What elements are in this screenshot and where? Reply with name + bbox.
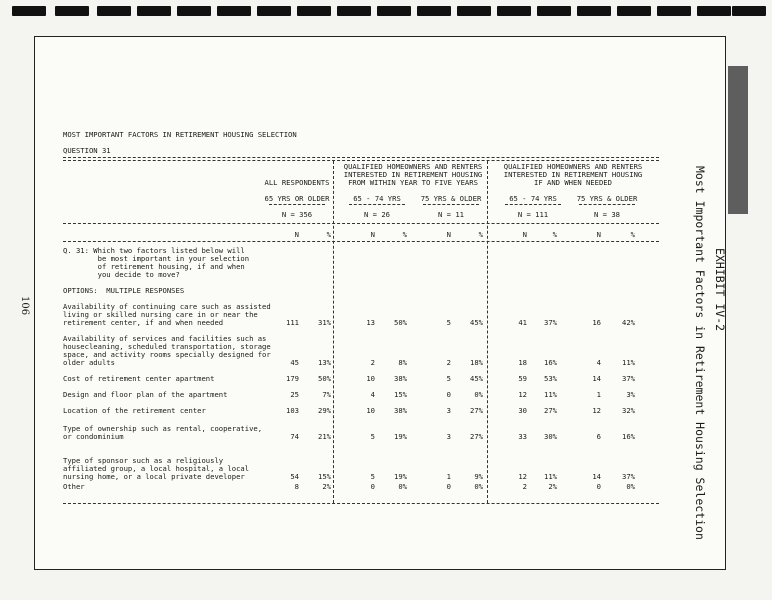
group1-heading-2: INTERESTED IN RETIREMENT HOUSING <box>343 170 483 179</box>
row-label: Cost of retirement center apartment <box>63 374 215 383</box>
row-label: affiliated group, a local hospital, a local <box>63 464 250 473</box>
n-all: N = 356 <box>281 210 313 219</box>
cell-count: 10 <box>366 374 375 383</box>
perforation-hole <box>12 6 46 16</box>
percent-column-header: % <box>478 230 483 239</box>
cell-count: 3 <box>446 432 451 441</box>
cell-count: 45 <box>290 358 299 367</box>
n-column-header: N <box>294 230 299 239</box>
group2-heading-2: INTERESTED IN RETIREMENT HOUSING <box>503 170 643 179</box>
options-label: OPTIONS: MULTIPLE RESPONSES <box>63 286 185 295</box>
cell-percent: 9% <box>474 472 483 481</box>
perforation-hole <box>55 6 89 16</box>
cell-count: 179 <box>286 374 299 383</box>
row-label: nursing home, or a local private developer <box>63 472 245 481</box>
cell-percent: 38% <box>394 374 407 383</box>
perforation-hole <box>617 6 651 16</box>
cell-count: 0 <box>446 390 451 399</box>
cell-percent: 27% <box>470 406 483 415</box>
cell-count: 59 <box>518 374 527 383</box>
row-label: or condominium <box>63 432 124 441</box>
cell-percent: 13% <box>318 358 331 367</box>
cell-count: 5 <box>370 472 375 481</box>
cell-percent: 3% <box>626 390 635 399</box>
cell-percent: 27% <box>470 432 483 441</box>
perforation-hole <box>732 6 766 16</box>
row-label: retirement center, if and when needed <box>63 318 224 327</box>
cell-percent: 15% <box>394 390 407 399</box>
perforation-hole <box>257 6 291 16</box>
cell-percent: 32% <box>622 406 635 415</box>
cell-count: 3 <box>446 406 451 415</box>
cell-count: 5 <box>446 318 451 327</box>
question-text-2: be most important in your selection <box>63 254 250 263</box>
question-label: QUESTION 31 <box>63 146 111 155</box>
n-g2-b: N = 38 <box>594 210 620 219</box>
cell-count: 12 <box>592 406 601 415</box>
cell-percent: 37% <box>544 318 557 327</box>
cell-count: 5 <box>446 374 451 383</box>
cell-count: 74 <box>290 432 299 441</box>
cell-count: 111 <box>286 318 299 327</box>
cell-percent: 27% <box>544 406 557 415</box>
cell-count: 4 <box>596 358 601 367</box>
cell-count: 13 <box>366 318 375 327</box>
cell-count: 33 <box>518 432 527 441</box>
cell-percent: 53% <box>544 374 557 383</box>
perforation-hole <box>97 6 131 16</box>
percent-column-header: % <box>552 230 557 239</box>
header-rule <box>63 157 659 161</box>
cell-percent: 18% <box>470 358 483 367</box>
n-g1-a: N = 26 <box>364 210 390 219</box>
row-label: Location of the retirement center <box>63 406 206 415</box>
row-label: Availability of continuing care such as assisted <box>63 302 271 311</box>
cell-count: 25 <box>290 390 299 399</box>
perforation-hole <box>457 6 491 16</box>
cell-percent: 45% <box>470 374 483 383</box>
percent-column-header: % <box>326 230 331 239</box>
n-column-header: N <box>522 230 527 239</box>
cell-percent: 0% <box>474 390 483 399</box>
cell-percent: 37% <box>622 374 635 383</box>
cell-count: 18 <box>518 358 527 367</box>
cell-percent: 38% <box>394 406 407 415</box>
cell-count: 0 <box>446 482 451 491</box>
group1-heading-1: QUALIFIED HOMEOWNERS AND RENTERS <box>343 162 483 171</box>
column-divider <box>487 161 488 503</box>
cell-count: 2 <box>446 358 451 367</box>
exhibit-number: EXHIBIT IV-2 <box>713 248 727 332</box>
perforation-hole <box>417 6 451 16</box>
row-label: Type of sponsor such as a religiously <box>63 456 224 465</box>
cell-count: 2 <box>370 358 375 367</box>
cell-percent: 29% <box>318 406 331 415</box>
percent-column-header: % <box>630 230 635 239</box>
n-g1-b: N = 11 <box>438 210 464 219</box>
document-page <box>34 36 726 570</box>
percent-column-header: % <box>402 230 407 239</box>
cell-count: 41 <box>518 318 527 327</box>
question-text-4: you decide to move? <box>63 270 180 279</box>
perforation-hole <box>577 6 611 16</box>
cell-percent: 37% <box>622 472 635 481</box>
cell-percent: 0% <box>626 482 635 491</box>
cell-percent: 16% <box>544 358 557 367</box>
row-label: Type of ownership such as rental, cooperative, <box>63 424 263 433</box>
cell-percent: 2% <box>548 482 557 491</box>
cell-percent: 19% <box>394 472 407 481</box>
cell-percent: 30% <box>544 432 557 441</box>
perforation-hole <box>217 6 251 16</box>
question-text-1: Q. 31: Which two factors listed below will <box>63 246 245 255</box>
perforation-hole <box>377 6 411 16</box>
row-label: Availability of services and facilities such as <box>63 334 267 343</box>
exhibit-title: Most Important Factors in Retirement Housing Selection <box>693 166 707 540</box>
cell-percent: 16% <box>622 432 635 441</box>
cell-count: 12 <box>518 472 527 481</box>
group2-heading-1: QUALIFIED HOMEOWNERS AND RENTERS <box>503 162 643 171</box>
perforation-hole <box>497 6 531 16</box>
n-column-header: N <box>370 230 375 239</box>
cell-count: 14 <box>592 472 601 481</box>
cell-count: 0 <box>370 482 375 491</box>
perforation-hole <box>297 6 331 16</box>
cell-percent: 45% <box>470 318 483 327</box>
n-column-header: N <box>596 230 601 239</box>
cell-percent: 31% <box>318 318 331 327</box>
question-text-3: of retirement housing, if and when <box>63 262 245 271</box>
cell-percent: 7% <box>322 390 331 399</box>
cell-percent: 8% <box>398 358 407 367</box>
cell-count: 1 <box>446 472 451 481</box>
n-g2-a: N = 111 <box>517 210 549 219</box>
cell-percent: 11% <box>544 472 557 481</box>
row-label: Other <box>63 482 85 491</box>
cell-count: 2 <box>522 482 527 491</box>
all-respondents-heading: ALL RESPONDENTS <box>264 178 330 187</box>
row-label: Design and floor plan of the apartment <box>63 390 228 399</box>
cell-percent: 0% <box>398 482 407 491</box>
cell-count: 1 <box>596 390 601 399</box>
perforation-hole <box>137 6 171 16</box>
cell-percent: 19% <box>394 432 407 441</box>
footer-rule <box>63 503 659 504</box>
perforation-hole <box>697 6 731 16</box>
cell-count: 54 <box>290 472 299 481</box>
cell-percent: 21% <box>318 432 331 441</box>
subhead-all: 65 YRS OR OLDER <box>264 194 330 203</box>
cell-count: 14 <box>592 374 601 383</box>
cell-percent: 50% <box>318 374 331 383</box>
cell-count: 4 <box>370 390 375 399</box>
row-label: older adults <box>63 358 115 367</box>
subhead-g2-a: 65 - 74 YRS <box>509 194 557 203</box>
cell-count: 8 <box>294 482 299 491</box>
section-tab <box>728 66 748 214</box>
cell-count: 16 <box>592 318 601 327</box>
cell-count: 6 <box>596 432 601 441</box>
perforation-hole <box>657 6 691 16</box>
cell-percent: 42% <box>622 318 635 327</box>
cell-percent: 2% <box>322 482 331 491</box>
subhead-g1-a: 65 - 74 YRS <box>353 194 401 203</box>
column-divider <box>333 161 334 503</box>
row-label: housecleaning, scheduled transportation, storage <box>63 342 271 351</box>
cell-count: 10 <box>366 406 375 415</box>
row-label: living or skilled nursing care in or near the <box>63 310 258 319</box>
group1-heading-3: FROM WITHIN YEAR TO FIVE YEARS <box>348 178 478 187</box>
subhead-g2-b: 75 YRS & OLDER <box>576 194 638 203</box>
n-column-header: N <box>446 230 451 239</box>
perforation-hole <box>177 6 211 16</box>
cell-percent: 0% <box>474 482 483 491</box>
cell-count: 12 <box>518 390 527 399</box>
perforation-hole <box>337 6 371 16</box>
cell-percent: 11% <box>622 358 635 367</box>
cell-percent: 11% <box>544 390 557 399</box>
cell-count: 5 <box>370 432 375 441</box>
page-number: 106 <box>19 296 30 316</box>
cell-count: 103 <box>286 406 299 415</box>
cell-percent: 50% <box>394 318 407 327</box>
perforation-hole <box>537 6 571 16</box>
group2-heading-3: IF AND WHEN NEEDED <box>534 178 612 187</box>
cell-percent: 15% <box>318 472 331 481</box>
subhead-g1-b: 75 YRS & OLDER <box>420 194 482 203</box>
cell-count: 0 <box>596 482 601 491</box>
page-title: MOST IMPORTANT FACTORS IN RETIREMENT HOUSING SELECTION <box>63 130 297 139</box>
row-label: space, and activity rooms specially designed for <box>63 350 271 359</box>
cell-count: 30 <box>518 406 527 415</box>
